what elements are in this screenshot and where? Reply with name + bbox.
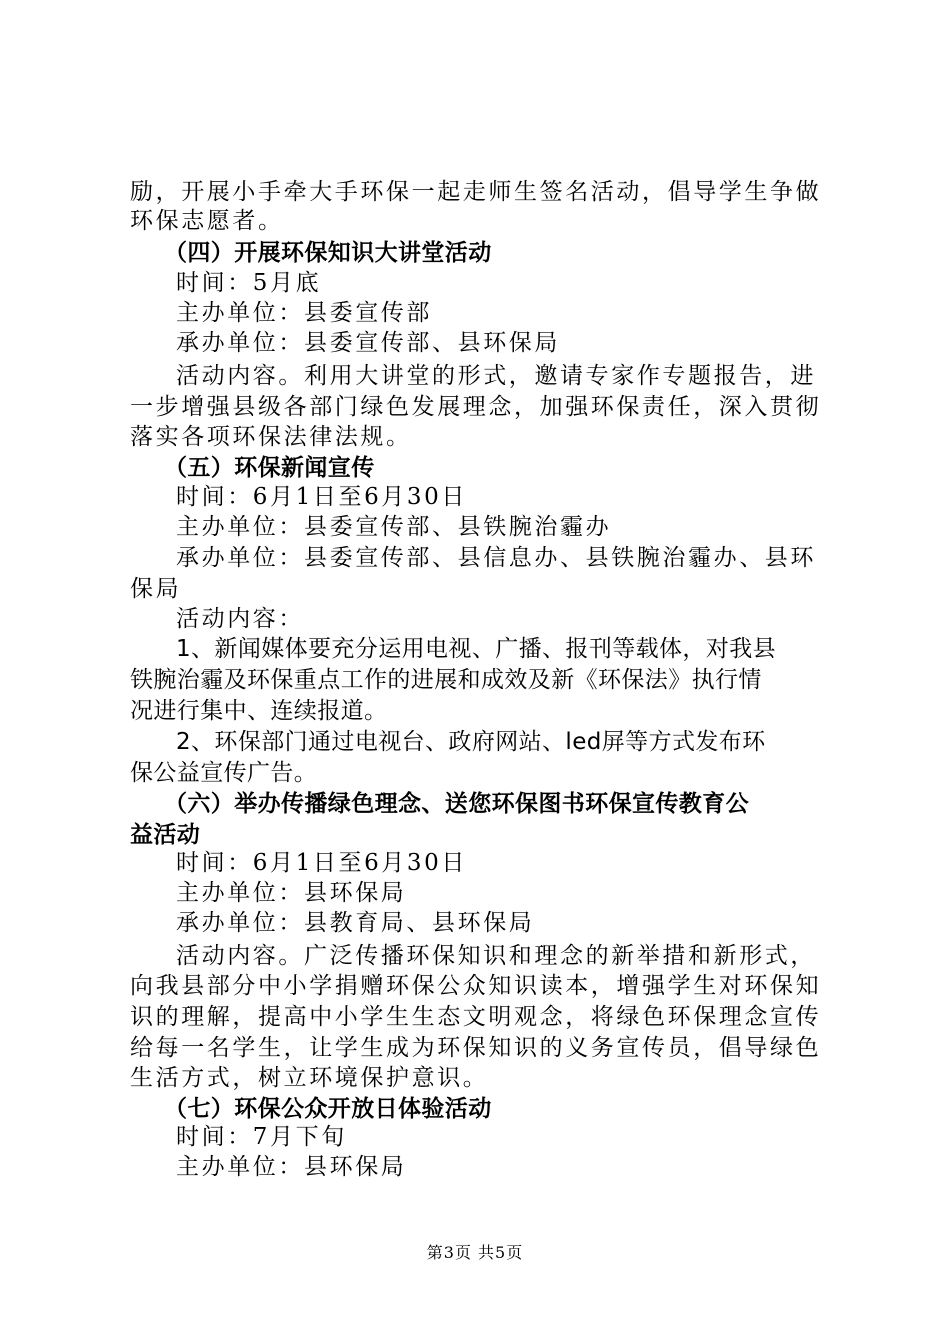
paragraph-line: 主办单位：县委宣传部、县铁腕治霾办 [176,514,612,540]
paragraph-line: 生活方式，树立环境保护意识。 [130,1065,489,1091]
paragraph-line: 向我县部分中小学捐赠环保公众知识读本，增强学生对环保知 [130,973,822,999]
paragraph-line: 活动内容。广泛传播环保知识和理念的新举措和新形式， [176,943,816,969]
paragraph-line: 活动内容： [176,606,304,632]
page-footer: 第3页 共5页 [426,1243,524,1262]
section-heading-7: （七）环保公众开放日体验活动 [164,1096,492,1122]
paragraph-line: 给每一名学生，让学生成为环保知识的义务宣传员，倡导绿色 [130,1035,822,1061]
paragraph-line: 落实各项环保法律法规。 [130,424,412,450]
paragraph-line: 活动内容。利用大讲堂的形式，邀请专家作专题报告，进 [176,363,816,389]
paragraph-line: 承办单位：县委宣传部、县环保局 [176,330,560,356]
paragraph-line: 时间：6月1日至6月30日 [176,484,467,510]
paragraph-line: 一步增强县级各部门绿色发展理念，加强环保责任，深入贯彻 [130,394,822,420]
section-heading-6: （六）举办传播绿色理念、送您环保图书环保宣传教育公 [164,791,749,817]
paragraph-line: 保公益宣传广告。 [130,760,318,786]
section-heading-6-cont: 益活动 [130,822,201,848]
paragraph-line: 承办单位：县教育局、县环保局 [176,910,535,936]
section-heading-5: （五）环保新闻宣传 [164,455,375,481]
paragraph-line: 主办单位：县环保局 [176,1154,407,1180]
paragraph-line: 环保志愿者。 [130,208,284,234]
paragraph-line: 励，开展小手牵大手环保一起走师生签名活动，倡导学生争做 [130,179,822,205]
paragraph-line: 2、环保部门通过电视台、政府网站、led屏等方式发布环 [176,729,766,755]
paragraph-line: 1、新闻媒体要充分运用电视、广播、报刊等载体，对我县 [176,636,777,662]
paragraph-line: 时间：6月1日至6月30日 [176,850,467,876]
paragraph-line: 铁腕治霾及环保重点工作的进展和成效及新《环保法》执行情 [130,667,762,693]
section-heading-4: （四）开展环保知识大讲堂活动 [164,240,492,266]
paragraph-line: 识的理解，提高中小学生生态文明观念，将绿色环保理念宣传 [130,1004,822,1030]
paragraph-line: 主办单位：县委宣传部 [176,300,432,326]
paragraph-line: 主办单位：县环保局 [176,880,407,906]
paragraph-line: 时间：7月下旬 [176,1124,347,1150]
paragraph-line: 承办单位：县委宣传部、县信息办、县铁腕治霾办、县环 [176,545,816,571]
paragraph-line: 时间：5月底 [176,270,322,296]
paragraph-line: 况进行集中、连续报道。 [130,698,388,724]
paragraph-line: 保局 [130,576,182,602]
